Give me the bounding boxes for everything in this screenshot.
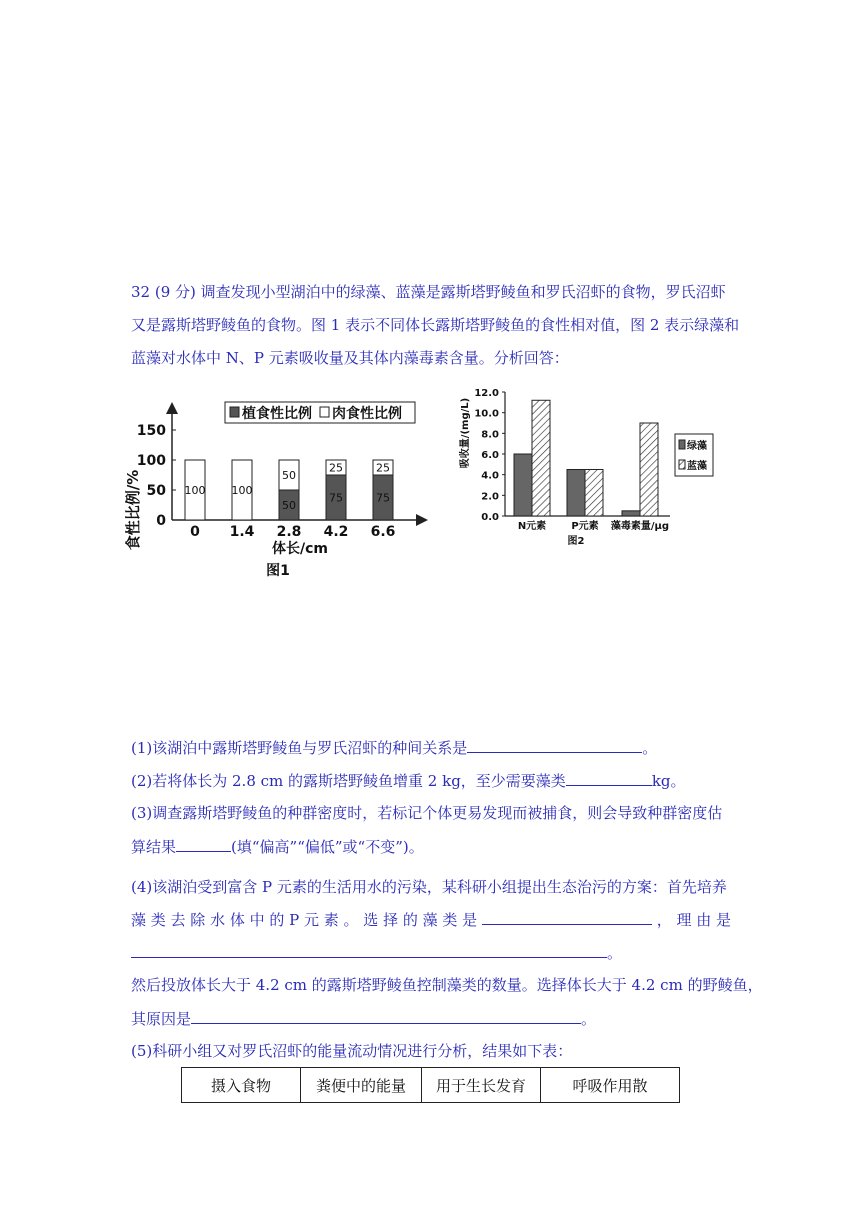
answer-blank-4b[interactable]	[131, 942, 607, 958]
figure-2-legend-swatch-green	[679, 440, 685, 449]
table-header-cell: 粪便中的能量	[301, 1068, 422, 1103]
sub-question-3-line-2: 算结果 (填“偏高”“偏低”或“不变”)。	[131, 838, 424, 856]
figure-2-ytick-label: 6.0	[481, 450, 499, 461]
table-header-cell: 用于生长发育	[422, 1068, 541, 1103]
sub-question-5: (5)科研小组又对罗氏沼虾的能量流动情况进行分析，结果如下表：	[131, 1042, 573, 1060]
figure-1-xtick-label: 4.2	[323, 524, 349, 540]
question-intro-line-3: 蓝藻对水体中 N、P 元素吸收量及其体内藻毒素含量。分析回答：	[131, 349, 569, 367]
question-intro-line-2: 又是露斯塔野鲮鱼的食物。图 1 表示不同体长露斯塔野鲮鱼的食性相对值，图 2 表示绿藻和	[131, 316, 740, 334]
figure-1-caption: 图1	[266, 563, 290, 579]
figure-1-bar-label: 50	[282, 499, 296, 512]
figure-1-bar-label: 25	[329, 461, 343, 475]
figure-2-bar-blue	[585, 470, 603, 517]
figure-2-ylabel: 吸收量/(mg/L)	[460, 397, 471, 469]
sub-question-4-line-5: 其原因是 。	[131, 1010, 597, 1028]
question-intro-line-1: 32 (9 分) 调查发现小型湖泊中的绿藻、蓝藻是露斯塔野鲮鱼和罗氏沼虾的食物，罗氏沼虾	[131, 283, 726, 301]
figure-2-bar-green	[622, 511, 640, 516]
figure-2-ytick-label: 12.0	[474, 388, 499, 399]
table-header-cell: 呼吸作用散	[541, 1068, 680, 1103]
figure-1-bar-label: 100	[184, 484, 206, 497]
figure-2-ytick-label: 10.0	[474, 408, 499, 420]
figure-1-bar-label: 75	[329, 491, 343, 505]
answer-blank-1[interactable]	[467, 737, 642, 753]
figure-1-bar-label: 100	[231, 484, 253, 497]
sub-question-4-line-1: (4)该湖泊受到富含 P 元素的生活用水的污染，某科研小组提出生态治污的方案：首先培养	[131, 878, 727, 896]
figure-1-ytick-label: 100	[136, 453, 166, 469]
figure-1-ytick-label: 50	[146, 483, 166, 499]
figure-2-xtick-label: N元素	[517, 521, 547, 532]
figure-1-chart	[120, 390, 440, 590]
figure-2-bar-blue	[640, 423, 658, 516]
answer-blank-4a[interactable]	[482, 909, 652, 925]
figure-1-xlabel: 体长/cm	[272, 541, 328, 557]
table-header-cell: 摄入食物	[182, 1068, 301, 1103]
figure-2-ytick-label: 2.0	[481, 491, 499, 503]
figure-2-xtick-label: 藻毒素量/μg	[610, 521, 670, 532]
answer-blank-4c[interactable]	[191, 1008, 581, 1024]
figure-2-ytick-label: 8.0	[481, 429, 499, 441]
sub-question-2: (2)若将体长为 2.8 cm 的露斯塔野鲮鱼增重 2 kg，至少需要藻类 kg。	[131, 772, 686, 790]
figure-1-legend-plant: 植食性比例	[242, 406, 312, 422]
figure-1-ytick-label: 150	[136, 423, 166, 439]
sub-question-1: (1)该湖泊中露斯塔野鲮鱼与罗氏沼虾的种间关系是 。	[131, 739, 658, 757]
figure-1-ytick-label: 0	[156, 513, 166, 529]
figure-1-xtick-label: 1.4	[229, 524, 255, 540]
figure-1-legend-swatch-plant	[230, 407, 239, 417]
table-header-row	[182, 1068, 680, 1103]
figure-2-ytick-label: 0.0	[481, 512, 499, 523]
figure-2-bar-green	[514, 454, 532, 516]
figure-2-caption: 图2	[567, 536, 585, 547]
figure-1-bar-label: 75	[376, 491, 390, 505]
figure-2-chart	[455, 378, 725, 548]
figure-1-xtick-label: 6.6	[370, 524, 396, 540]
figure-2-bar-blue	[532, 400, 550, 516]
figure-1-bar-label: 50	[282, 469, 296, 482]
sub-question-3-line-1: (3)调查露斯塔野鲮鱼的种群密度时，若标记个体更易发现而被捕食，则会导致种群密度估	[131, 804, 723, 822]
figure-1-xtick-label: 2.8	[276, 524, 302, 540]
figure-2-xtick-label: P元素	[571, 521, 599, 532]
figure-1-xtick-label: 0	[190, 524, 200, 540]
answer-blank-3[interactable]	[176, 836, 231, 852]
sub-question-4-line-3: 。	[131, 942, 622, 963]
energy-flow-table	[181, 1067, 680, 1103]
figure-2-legend-blue: 蓝藻	[687, 461, 707, 472]
sub-question-4-line-4: 然后投放体长大于 4.2 cm 的露斯塔野鲮鱼控制藻类的数量。选择体长大于 4.2 cm 的野鲮鱼，	[131, 976, 763, 994]
figure-2-ytick-label: 4.0	[481, 470, 499, 482]
sub-question-4-line-2: 藻 类 去 除 水 体 中 的 P 元 素 。 选 择 的 藻 类 是 ， 理 由 是	[131, 911, 732, 929]
figure-1-ylabel: 食性比例/%	[124, 469, 142, 551]
figure-1-bar-label: 25	[376, 461, 390, 475]
figure-1-legend-swatch-meat	[320, 407, 329, 417]
figure-2-legend-swatch-blue	[679, 460, 685, 469]
figure-1-legend-meat: 肉食性比例	[332, 406, 402, 422]
figure-2-legend-green: 绿藻	[687, 441, 707, 452]
answer-blank-2[interactable]	[566, 770, 652, 786]
figure-2-bar-green	[567, 470, 585, 517]
